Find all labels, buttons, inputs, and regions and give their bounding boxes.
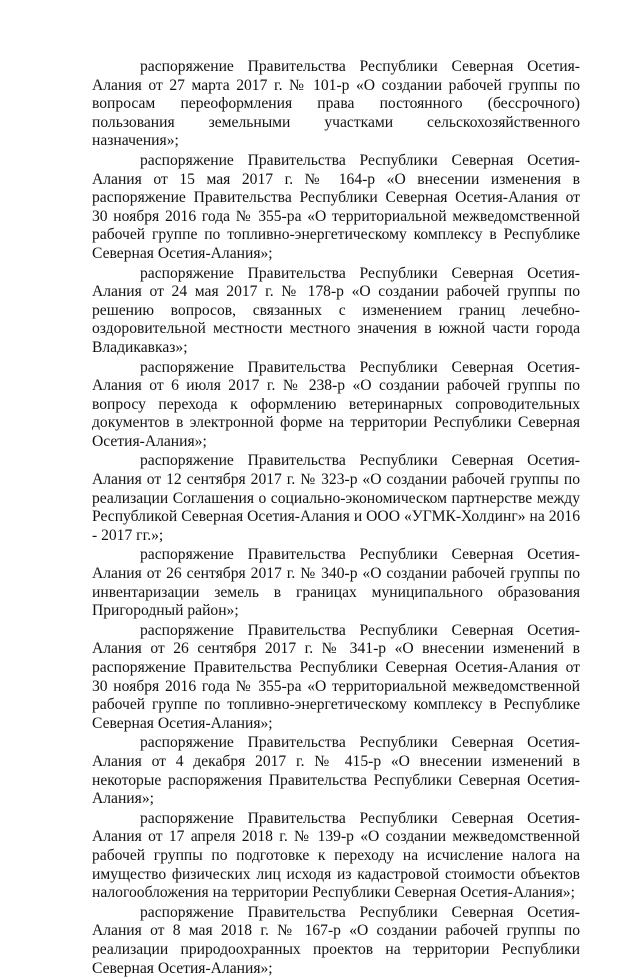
paragraph-order-167: распоряжение Правительства Республики Северная Осетия-Алания от 8 мая 2018 г. № 167-р «О создании рабочей группы по реализации природоохранных проектов на территории Республики Северная Осетия-Алания»; (92, 903, 580, 977)
paragraph-order-415: распоряжение Правительства Республики Северная Осетия-Алания от 4 декабря 2017 г. № 415-р «О внесении изменений в некоторые распоряжения Правительства Республики Северная Осетия-Алания»; (92, 734, 580, 808)
paragraph-order-164: распоряжение Правительства Республики Северная Осетия-Алания от 15 мая 2017 г. № 164-р «О внесении изменения в распоряжение Правительства Республики Северная Осетия-Алания от 30 ноября 2016 года № 355-ра «О территориальной межведомственной рабочей группе по топливно-энергетическому комплексу в Республике Северная Осетия-Алания»; (92, 151, 580, 262)
paragraph-order-340: распоряжение Правительства Республики Северная Осетия-Алания от 26 сентября 2017 г. № 340-р «О создании рабочей группы по инвентаризации земель в границах муниципального образования Пригородный район»; (92, 546, 580, 620)
paragraph-order-178: распоряжение Правительства Республики Северная Осетия-Алания от 24 мая 2017 г. № 178-р «О создании рабочей группы по решению вопросов, связанных с изменением границ лечебно-оздоровительной местности местного значения в южной части города Владикавказ»; (92, 264, 580, 356)
document-page (92, 58, 580, 979)
paragraph-order-238: распоряжение Правительства Республики Северная Осетия-Алания от 6 июля 2017 г. № 238-р «О создании рабочей группы по вопросу перехода к оформлению ветеринарных сопроводительных документов в электронной форме на территории Республики Северная Осетия-Алания»; (92, 358, 580, 450)
paragraph-order-323: распоряжение Правительства Республики Северная Осетия-Алания от 12 сентября 2017 г. № 323-р «О создании рабочей группы по реализации Соглашения о социально-экономическом партнерстве между Республикой Северная Осетия-Алания и ООО «УГМК-Холдинг» на 2016 - 2017 гг.»; (92, 452, 580, 544)
paragraph-order-139: распоряжение Правительства Республики Северная Осетия-Алания от 17 апреля 2018 г. № 139-р «О создании межведомственной рабочей группы по подготовке к переходу на исчисление налога на имущество физических лиц исходя из кадастровой стоимости объектов налогообложения на территории Республики Северная Осетия-Алания»; (92, 809, 580, 902)
paragraph-order-341: распоряжение Правительства Республики Северная Осетия-Алания от 26 сентября 2017 г. № 341-р «О внесении изменений в распоряжение Правительства Республики Северная Осетия-Алания от 30 ноября 2016 года № 355-ра «О территориальной межведомственной рабочей группе по топливно-энергетическому комплексу в Республике Северная Осетия-Алания»; (92, 621, 580, 732)
paragraph-order-101: распоряжение Правительства Республики Северная Осетия-Алания от 27 марта 2017 г. № 101-р «О создании рабочей группы по вопросам переоформления права постоянного (бессрочного) пользования земельными участками сельскохозяйственного назначения»; (92, 58, 580, 150)
